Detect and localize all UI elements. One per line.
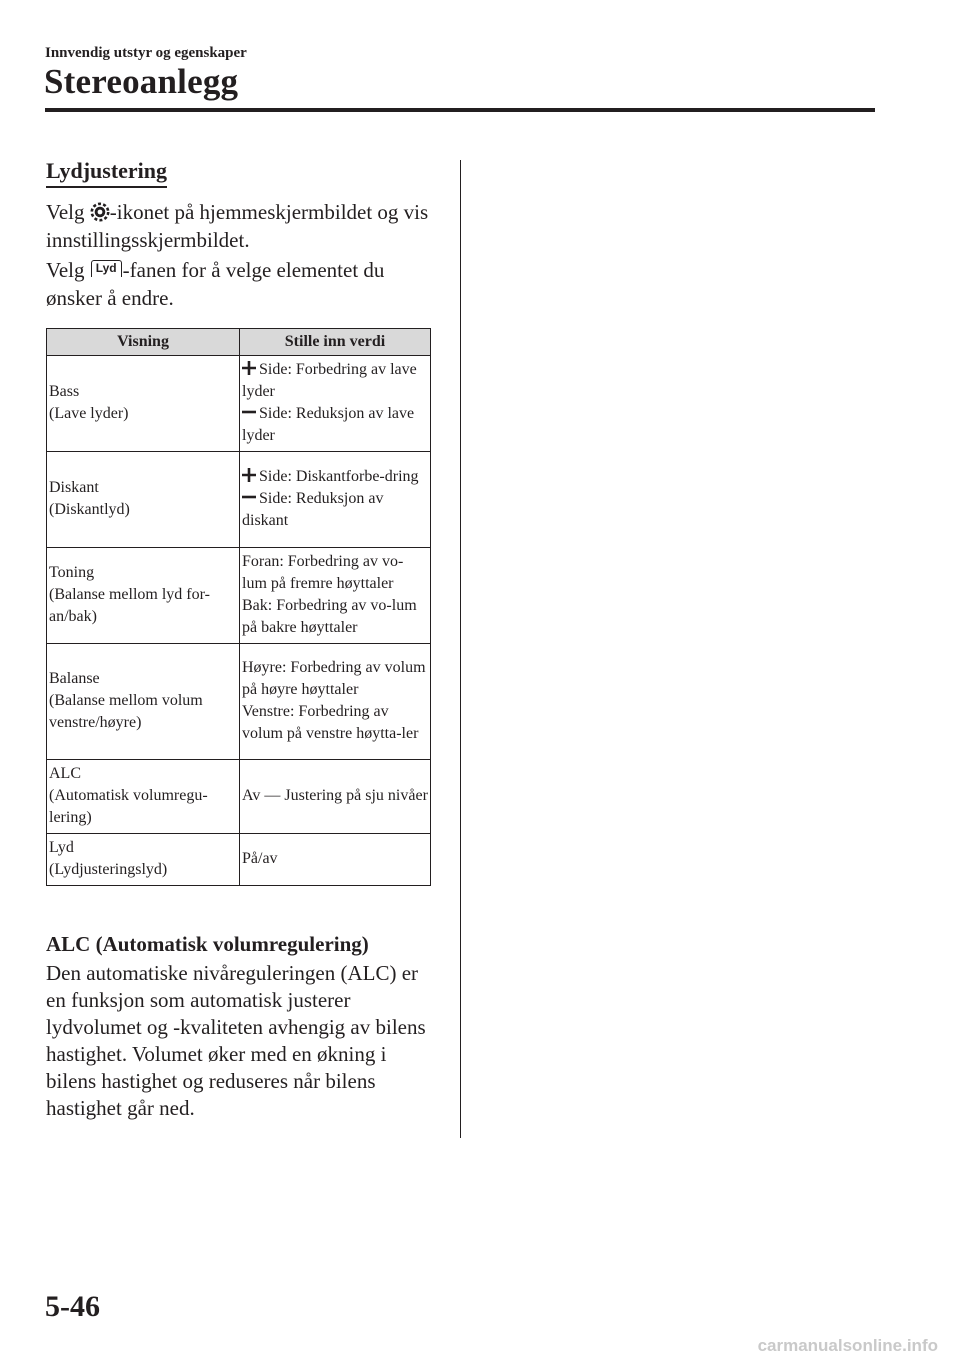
cell-alc-value bbox=[240, 760, 431, 834]
instruction-paragraph-1 bbox=[46, 198, 438, 254]
instruction-paragraph-2 bbox=[46, 256, 438, 312]
fade-name: Toning bbox=[49, 564, 95, 581]
table-row-treble bbox=[47, 452, 431, 548]
cell-treble-value bbox=[240, 452, 431, 548]
alc-heading: ALC (Automatisk volumregulering) bbox=[46, 932, 369, 956]
alc-paragraph: Den automatiske nivåreguleringen (ALC) er en funksjon som automatisk justerer lydvolumet og -kvaliteten avhengig av bilens hastighet. Volumet øker med en økning i bilens hastighet og reduseres når bilens hastighet går ned. bbox=[46, 961, 426, 1120]
header-value: Stille inn verdi bbox=[240, 329, 431, 356]
cell-beep-value bbox=[240, 834, 431, 886]
chapter-title: Innvendig utstyr og egenskaper bbox=[45, 45, 247, 61]
table-row-beep bbox=[47, 834, 431, 886]
table-row-fade bbox=[47, 548, 431, 644]
beep-desc: (Lydjusteringslyd) bbox=[49, 861, 168, 878]
column-divider bbox=[460, 160, 461, 1138]
title-rule bbox=[45, 108, 875, 112]
bass-minus-text: Side: Reduksjon av lave lyder bbox=[242, 405, 415, 444]
page-title: Stereoanlegg bbox=[44, 62, 239, 101]
balance-right: Høyre: Forbedring av volum på høyre høyttaler bbox=[242, 659, 426, 698]
beep-value: På/av bbox=[242, 850, 278, 867]
alc-desc: (Automatisk volumregu-lering) bbox=[49, 787, 208, 826]
table-row-alc bbox=[47, 760, 431, 834]
plus-icon bbox=[242, 468, 256, 482]
bass-plus bbox=[242, 359, 428, 403]
alc-name: ALC bbox=[49, 765, 81, 782]
cell-bass-value bbox=[240, 356, 431, 452]
fade-rear: Bak: Forbedring av vo-lum på bakre høyttaler bbox=[242, 597, 417, 636]
treble-plus bbox=[242, 466, 428, 488]
p2-text-a: Velg bbox=[46, 258, 90, 282]
cell-fade-name bbox=[47, 548, 240, 644]
treble-minus bbox=[242, 488, 428, 532]
cell-beep-name bbox=[47, 834, 240, 886]
watermark: carmanualsonline.info bbox=[757, 1336, 938, 1355]
header-display: Visning bbox=[47, 329, 240, 356]
table-row-balance bbox=[47, 644, 431, 760]
plus-icon bbox=[242, 361, 256, 375]
balance-name: Balanse bbox=[49, 670, 100, 687]
table-header-row bbox=[47, 329, 431, 356]
sound-settings-table bbox=[46, 328, 431, 886]
page-number: 5-46 bbox=[45, 1290, 100, 1323]
left-column bbox=[46, 158, 438, 1122]
bass-plus-text: Side: Forbedring av lave lyder bbox=[242, 361, 417, 400]
cell-fade-value bbox=[240, 548, 431, 644]
p1-text-a: Velg bbox=[46, 200, 90, 224]
treble-plus-text: Side: Diskantforbe-dring bbox=[259, 468, 419, 485]
table-row-bass bbox=[47, 356, 431, 452]
cell-balance-value bbox=[240, 644, 431, 760]
minus-icon bbox=[242, 405, 256, 419]
section-heading: Lydjustering bbox=[46, 158, 167, 188]
lyd-tab-icon: Lyd bbox=[91, 260, 122, 277]
alc-value: Av — Justering på sju nivåer bbox=[242, 787, 428, 804]
bass-desc: (Lave lyder) bbox=[49, 405, 129, 422]
bass-name: Bass bbox=[49, 383, 80, 400]
balance-left: Venstre: Forbedring av volum på venstre høytta-ler bbox=[242, 703, 419, 742]
minus-icon bbox=[242, 490, 256, 504]
treble-name: Diskant bbox=[49, 479, 99, 496]
cell-treble-name bbox=[47, 452, 240, 548]
bass-minus bbox=[242, 403, 428, 447]
fade-front: Foran: Forbedring av vo-lum på fremre høyttaler bbox=[242, 553, 404, 592]
treble-minus-text: Side: Reduksjon av diskant bbox=[242, 490, 384, 529]
fade-desc: (Balanse mellom lyd for-an/bak) bbox=[49, 586, 210, 625]
p1-text-b: -ikonet på hjemmeskjermbildet og vis innstillingsskjermbildet. bbox=[46, 200, 429, 252]
cell-bass-name bbox=[47, 356, 240, 452]
settings-gear-icon bbox=[90, 201, 110, 221]
cell-alc-name bbox=[47, 760, 240, 834]
balance-desc: (Balanse mellom volum venstre/høyre) bbox=[49, 692, 203, 731]
p2-text-b: -fanen for å velge elementet du ønsker å endre. bbox=[46, 258, 385, 310]
treble-desc: (Diskantlyd) bbox=[49, 501, 130, 518]
beep-name: Lyd bbox=[49, 839, 74, 856]
cell-balance-name bbox=[47, 644, 240, 760]
